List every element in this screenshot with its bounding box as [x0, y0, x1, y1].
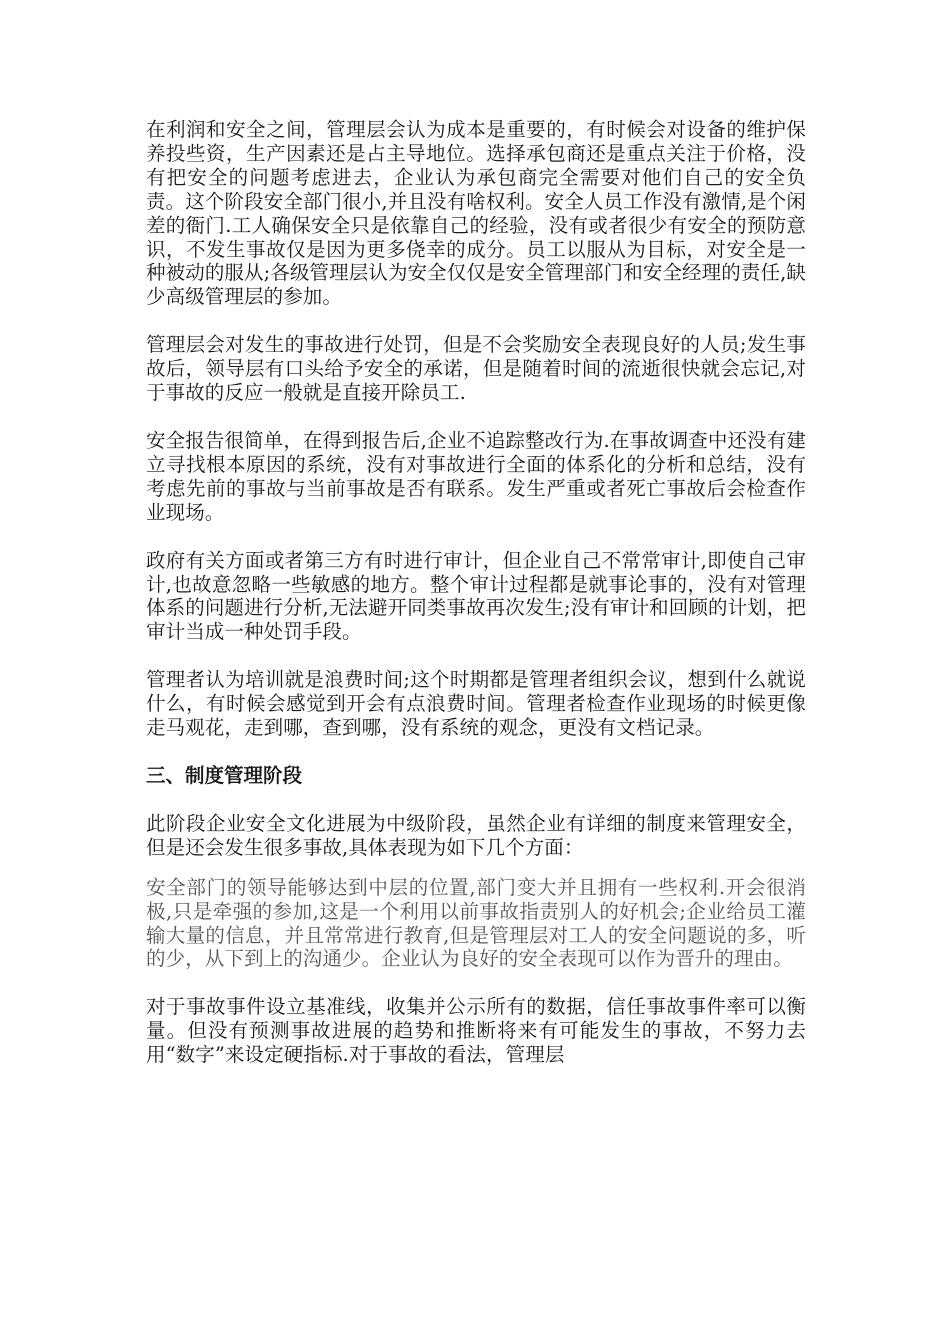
document-page: [146, 118, 806, 1067]
paragraph-safety-report: 安全报告很简单，在得到报告后,企业不追踪整改行为.在事故调查中还没有建立寻找根本原因的系统，没有对事故进行全面的体系化的分析和总结，没有考虑先前的事故与当前事故是否有联系。发生严重或者死亡事故后会检查作业现场。: [146, 428, 806, 524]
paragraph-accident-punishment: 管理层会对发生的事故进行处罚，但是不会奖励安全表现良好的人员;发生事故后，领导层有口头给予安全的承诺，但是随着时间的流逝很快就会忘记,对于事故的反应一般就是直接开除员工.: [146, 333, 806, 405]
paragraph-accident-baseline: 对于事故事件设立基准线，收集并公示所有的数据，信任事故事件率可以衡量。但没有预测事故进展的趋势和推断将来有可能发生的事故，不努力去用“数字”来设定硬指标.对于事故的看法，管理层: [146, 995, 806, 1067]
paragraph-audit: 政府有关方面或者第三方有时进行审计，但企业自己不常常审计,即使自己审计,也故意忽略一些敏感的地方。整个审计过程都是就事论事的，没有对管理体系的问题进行分析,无法避开同类事故再次发生;没有审计和回顾的计划，把审计当成一种处罚手段。: [146, 548, 806, 644]
paragraph-safety-department: 安全部门的领导能够达到中层的位置,部门变大并且拥有一些权利.开会很消极,只是牵强的参加,这是一个利用以前事故指责别人的好机会;企业给员工灌输大量的信息，并且常常进行教育,但是管理层对工人的安全问题说的多，听的少，从下到上的沟通少。企业认为良好的安全表现可以作为晋升的理由。: [146, 875, 806, 971]
section-heading-system-management: 三、制度管理阶段: [146, 763, 303, 787]
paragraph-training: 管理者认为培训就是浪费时间;这个时期都是管理者组织会议，想到什么就说什么，有时候会感觉到开会有点浪费时间。管理者检查作业现场的时候更像走马观花，走到哪，查到哪，没有系统的观念，更没有文档记录。: [146, 668, 806, 740]
paragraph-profit-vs-safety: 在利润和安全之间，管理层会认为成本是重要的，有时候会对设备的维护保养投些资，生产因素还是占主导地位。选择承包商还是重点关注于价格，没有把安全的问题考虑进去，企业认为承包商完全需要对他们自己的安全负责。这个阶段安全部门很小,并且没有啥权利。安全人员工作没有激情,是个闲差的衙门.工人确保安全只是依靠自己的经验，没有或者很少有安全的预防意识，不发生事故仅是因为更多侥幸的成分。员工以服从为目标，对安全是一种被动的服从;各级管理层认为安全仅仅是安全管理部门和安全经理的责任,缺少高级管理层的参加。: [146, 118, 806, 309]
paragraph-intermediate-stage: 此阶段企业安全文化进展为中级阶段，虽然企业有详细的制度来管理安全，但是还会发生很多事故,具体表现为如下几个方面：: [146, 811, 806, 859]
